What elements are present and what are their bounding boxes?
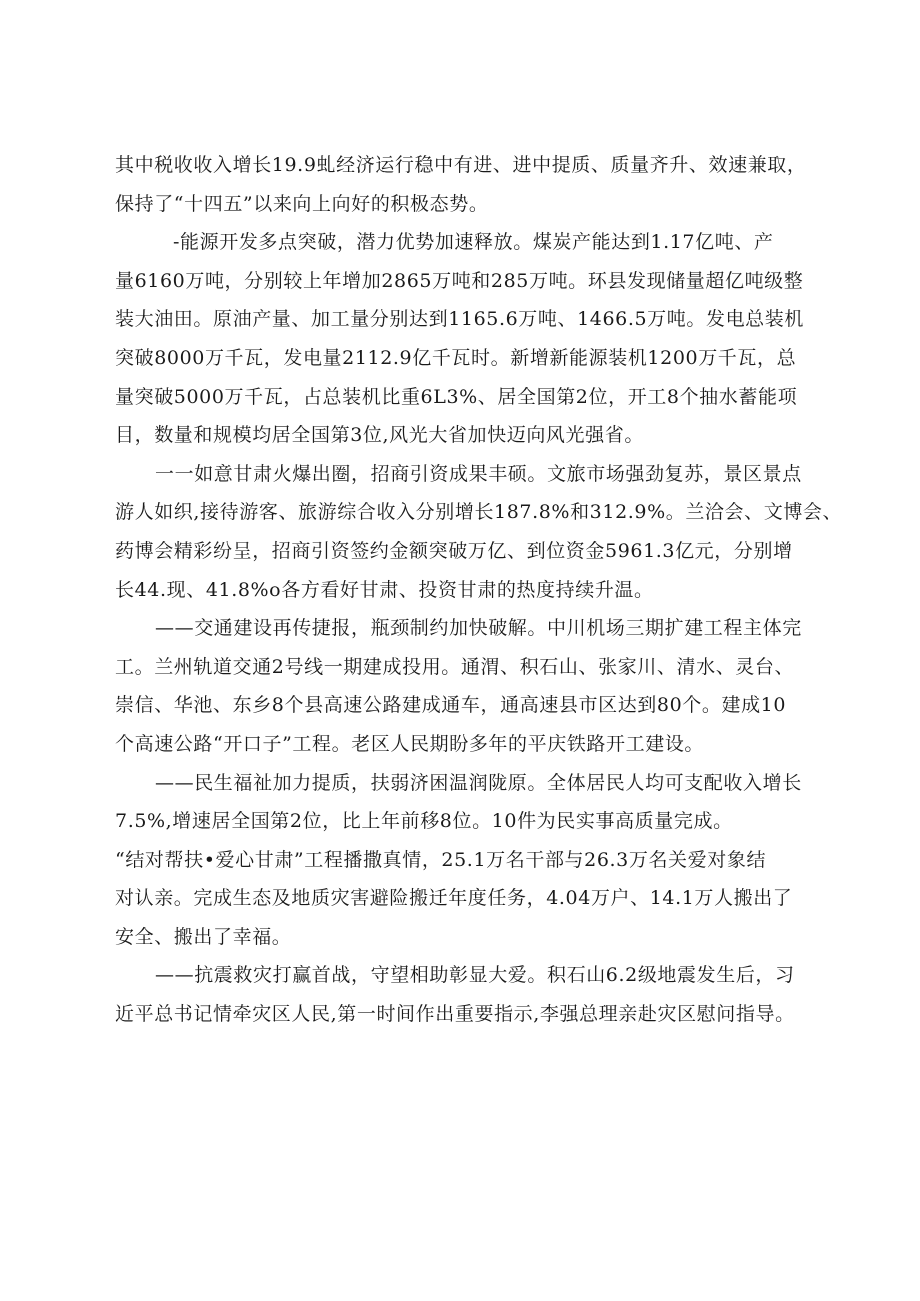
text-line: 崇信、华池、东乡8个县高速公路建成通车，通高速县市区达到80个。建成10: [115, 694, 787, 717]
text-line: 工。兰州轨道交通2号线一期建成投用。通渭、积石山、张家川、清水、灵台、: [115, 655, 795, 678]
text-line: 一一如意甘肃火爆出圈，招商引资成果丰硕。文旅市场强劲复苏，景区景点: [155, 462, 802, 485]
text-line: ——交通建设再传捷报，瓶颈制约加快破解。中川机场三期扩建工程主体完: [155, 617, 802, 640]
text-line: ——抗震救灾打赢首战，守望相助彰显大爱。积石山6.2级地震发生后，习: [155, 964, 795, 987]
text-line: “结对帮扶•爱心甘肃”工程播撒真情，25.1万名干部与26.3万名关爱对象结: [115, 848, 767, 871]
text-line: 近平总书记情牵灾区人民,第一时间作出重要指示,李强总理亲赴灾区慰问指导。: [115, 1003, 795, 1026]
text-line: 7.5%,增速居全国第2位，比上年前移8位。10件为民实事高质量完成。: [115, 810, 733, 833]
text-line: 游人如织,接待游客、旅游综合收入分别增长187.8%和312.9%。兰洽会、文博会、: [115, 501, 843, 524]
text-line: 保持了“十四五”以来向上向好的积极态势。: [115, 192, 489, 215]
text-line: 量突破5000万千瓦，占总装机比重6L3%、居全国第2位，开工8个抽水蓄能项: [115, 385, 798, 408]
text-line: 装大油田。原油产量、加工量分别达到1165.6万吨、1466.5万吨。发电总装机: [115, 308, 804, 331]
text-line: -能源开发多点突破，潜力优势加速释放。煤炭产能达到1.17亿吨、产: [173, 231, 774, 254]
text-line: 对认亲。完成生态及地质灾害避险搬迁年度任务，4.04万户、14.1万人搬出了: [115, 887, 793, 910]
text-line: 目，数量和规模均居全国第3位,风光大省加快迈向风光强省。: [115, 424, 644, 447]
text-line: 其中税收收入增长19.9虬经济运行稳中有进、进中提质、质量齐升、效速兼取，: [115, 154, 807, 176]
text-line: 突破8000万千瓦，发电量2112.9亿千瓦时。新增新能源装机1200万千瓦，总: [115, 346, 797, 369]
text-line: 量6160万吨，分别较上年增加2865万吨和285万吨。环县发现储量超亿吨级整: [115, 269, 804, 292]
text-line: 个高速公路“开口子”工程。老区人民期盼多年的平庆铁路开工建设。: [115, 732, 705, 755]
document-body: [115, 146, 843, 1034]
text-line: 安全、搬出了幸福。: [115, 925, 292, 948]
text-line: 药博会精彩纷呈，招商引资签约金额突破万亿、到位资金5961.3亿元，分别增: [115, 539, 793, 562]
text-line: 长44.现、41.8%o各方看好甘肃、投资甘肃的热度持续升温。: [115, 578, 654, 601]
text-line: ——民生福祉加力提质，扶弱济困温润陇原。全体居民人均可支配收入增长: [155, 771, 802, 794]
